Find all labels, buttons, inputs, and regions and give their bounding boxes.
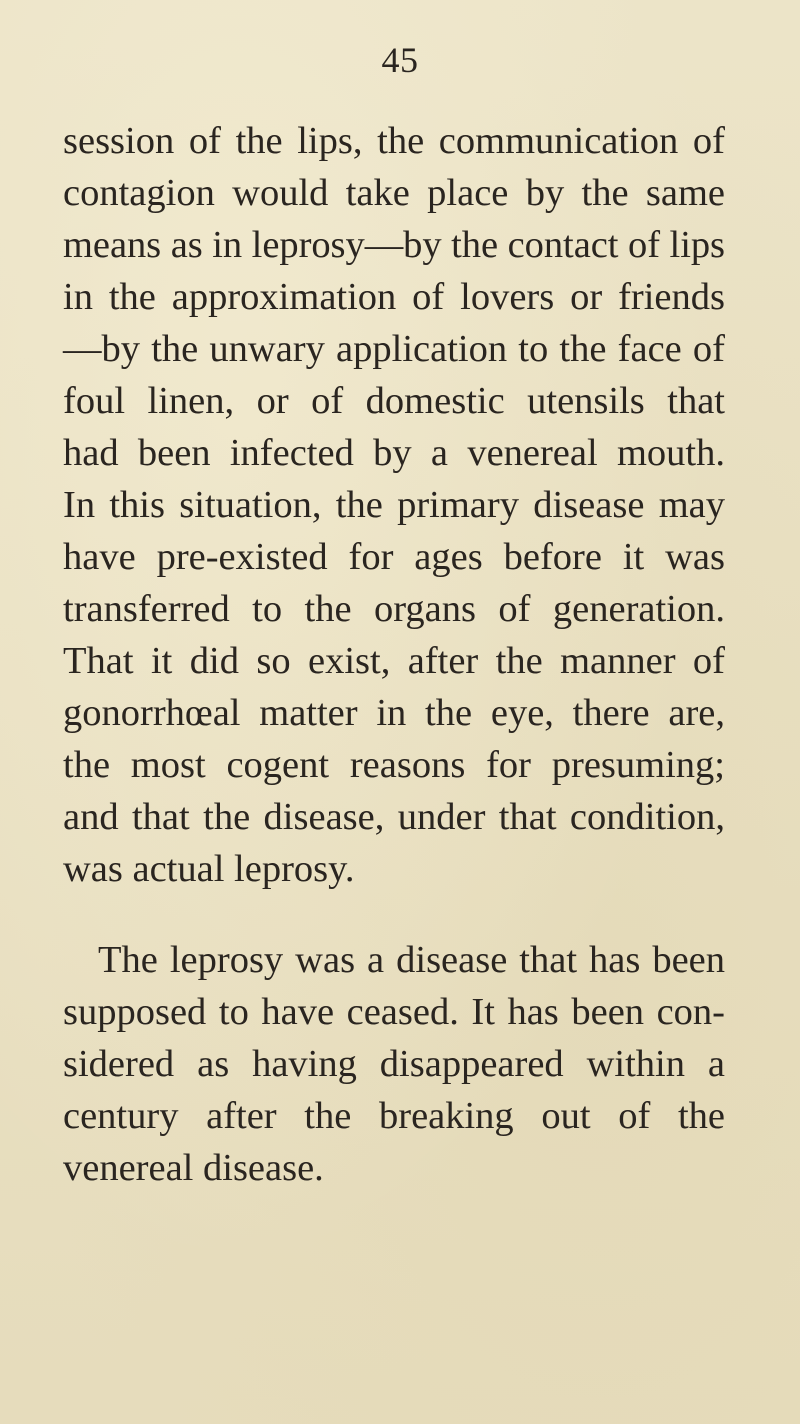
text-line: had been infected by a venereal mouth.	[63, 432, 725, 474]
text-line: contagion would take place by the same	[63, 172, 725, 214]
text-line: the most cogent reasons for presuming;	[63, 744, 725, 786]
text-line: sidered as having disappeared within a	[63, 1043, 725, 1085]
text-line: have pre-existed for ages before it was	[63, 536, 725, 578]
text-line: was actual leprosy.	[63, 848, 355, 890]
text-line: means as in leprosy—by the contact of lips	[63, 224, 725, 266]
text-line: The leprosy was a disease that has been	[98, 939, 725, 981]
text-line: transferred to the organs of generation.	[63, 588, 725, 630]
page-number: 45	[381, 40, 419, 80]
text-line: In this situation, the primary disease may	[63, 484, 725, 526]
text-line: gonorrhœal matter in the eye, there are,	[63, 692, 725, 734]
text-line: in the approximation of lovers or friends	[63, 276, 725, 318]
text-line: supposed to have ceased. It has been con-	[63, 991, 725, 1033]
text-line: century after the breaking out of the	[63, 1095, 725, 1137]
text-line: That it did so exist, after the manner of	[63, 640, 725, 682]
text-line: —by the unwary application to the face of	[63, 328, 725, 370]
text-line: venereal disease.	[63, 1147, 324, 1189]
text-line: foul linen, or of domestic utensils that	[63, 380, 725, 422]
text-line: and that the disease, under that condition,	[63, 796, 725, 838]
text-line: session of the lips, the communication of	[63, 120, 725, 162]
